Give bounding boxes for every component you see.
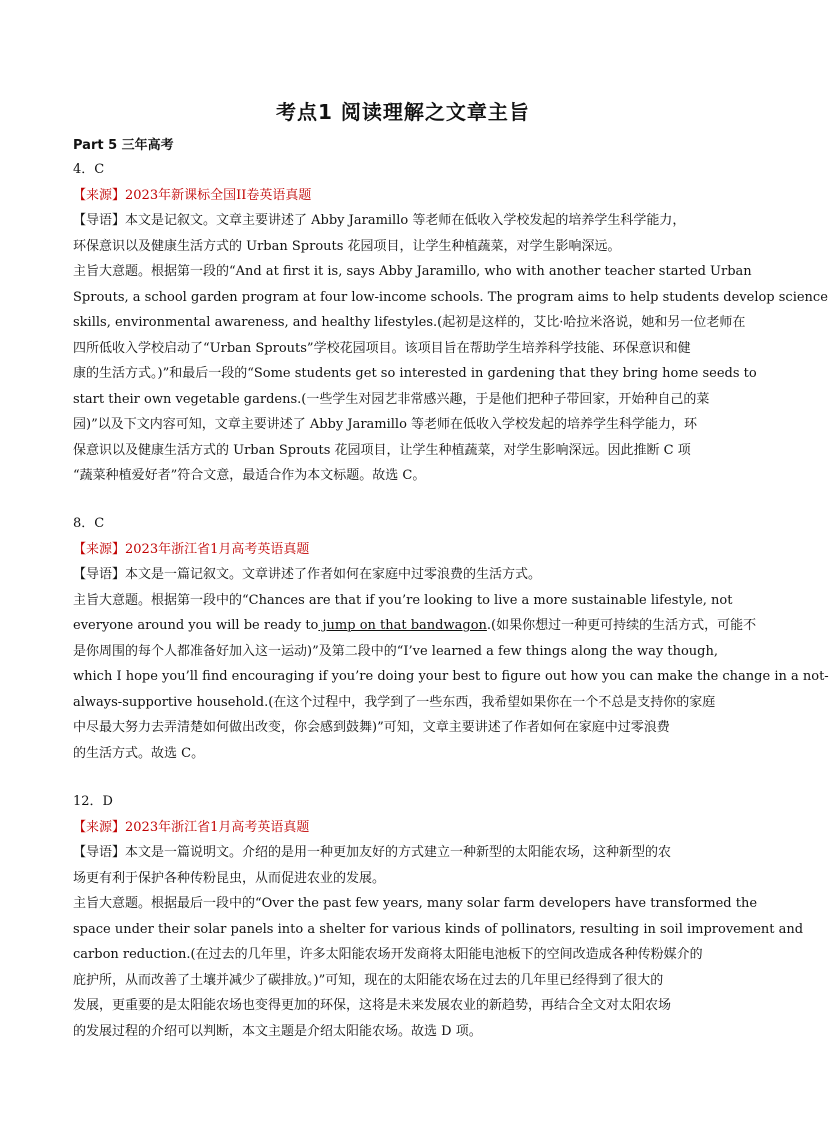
guide-line: 环保意识以及健康生活方式的 Urban Sprouts 花园项目，让学生种植蔬菜，对学生影响深远。 — [73, 238, 621, 254]
body-line: 园)”以及下文内容可知，文章主要讲述了 Abby Jaramillo 等老师在低收入学校发起的培养学生科学能力，环 — [73, 417, 698, 432]
body-line: 的发展过程的介绍可以判断，本文主题是介绍太阳能农场。故选 D 项。 — [73, 1023, 482, 1039]
body-line: carbon reduction.(在过去的几年里，许多太阳能农场开发商将太阳能电池板下的空间改造成各种传粉媒介的 — [73, 947, 703, 962]
underlined-phrase: jump on that bandwagon — [318, 618, 487, 633]
body-line: 康的生活方式。)”和最后一段的“Some students get so interested in gardening that they bring home seeds to — [73, 366, 757, 381]
body-line: 保意识以及健康生活方式的 Urban Sprouts 花园项目，让学生种植蔬菜，对学生影响深远。因此推断 C 项 — [73, 442, 691, 458]
body-line: which I hope you’ll find encouraging if you’re doing your best to figure out how you can make the change in a not- — [73, 669, 829, 684]
source-line: 【来源】2023年新课标全国II卷英语真题 — [73, 187, 312, 203]
body-line: skills, environmental awareness, and healthy lifestyles.(起初是这样的，艾比·哈拉米洛说，她和另一位老师在 — [73, 315, 746, 330]
guide-line: 【导语】本文是一篇记叙文。文章讲述了作者如何在家庭中过零浪费的生活方式。 — [73, 567, 542, 582]
answer-section-12 — [73, 789, 804, 1044]
body-text: .(如果你想过一种更可持续的生活方式，可能不 — [486, 618, 757, 633]
source-line: 【来源】2023年浙江省1月高考英语真题 — [73, 541, 310, 557]
question-number: 12．D — [73, 794, 113, 809]
body-line: space under their solar panels into a shelter for various kinds of pollinators, resulting in soil improvement and — [73, 921, 804, 937]
body-line: 主旨大意题。根据第一段中的“Chances are that if you’re looking to live a more sustainable lifestyle, not — [73, 592, 733, 608]
page-title: 考点1 阅读理解之文章主旨 — [276, 100, 530, 124]
body-line: Sprouts, a school garden program at four low-income schools. The program aims to help students develop science — [73, 289, 828, 305]
guide-line: 场更有利于保护各种传粉昆虫，从而促进农业的发展。 — [73, 870, 386, 886]
source-line: 【来源】2023年浙江省1月高考英语真题 — [73, 819, 310, 835]
body-line: 主旨大意题。根据最后一段中的“Over the past few years, many solar farm developers have transformed the — [73, 896, 758, 911]
guide-line: 【导语】本文是记叙文。文章主要讲述了 Abby Jaramillo 等老师在低收入学校发起的培养学生科学能力， — [73, 213, 686, 228]
guide-line: 【导语】本文是一篇说明文。介绍的是用一种更加友好的方式建立一种新型的太阳能农场，这种新型的农 — [73, 845, 672, 860]
answer-section-8 — [73, 511, 829, 766]
body-line: 主旨大意题。根据第一段的“And at first it is, says Abby Jaramillo, who with another teacher started Urban — [73, 264, 752, 279]
body-line: 庇护所，从而改善了土壤并减少了碳排放。)”可知，现在的太阳能农场在过去的几年里已经得到了很大的 — [73, 972, 664, 988]
body-line: 中尽最大努力去弄清楚如何做出改变，你会感到鼓舞)”可知，文章主要讲述了作者如何在家庭中过零浪费 — [73, 720, 670, 735]
part-heading: Part 5 三年高考 — [73, 138, 174, 153]
body-line — [73, 613, 757, 639]
body-text: everyone around you will be ready to — [73, 618, 319, 633]
answer-section-4 — [73, 157, 828, 489]
question-number: 4．C — [73, 162, 105, 177]
question-number: 8．C — [73, 516, 105, 531]
body-line: 四所低收入学校启动了“Urban Sprouts”学校花园项目。该项目旨在帮助学生培养科学技能、环保意识和健 — [73, 340, 691, 356]
body-line: start their own vegetable gardens.(一些学生对园艺非常感兴趣，于是他们把种子带回家，开始种自己的菜 — [73, 391, 710, 407]
body-line: 的生活方式。故选 C。 — [73, 745, 205, 761]
body-line: 发展，更重要的是太阳能农场也变得更加的环保，这将是未来发展农业的新趋势，再结合全文对太阳农场 — [73, 998, 672, 1013]
body-line: 是你周围的每个人都准备好加入这一运动)”及第二段中的“I’ve learned a few things along the way though, — [73, 643, 718, 659]
body-line: “蔬菜种植爱好者”符合文意，最适合作为本文标题。故选 C。 — [73, 468, 426, 483]
body-line: always-supportive household.(在这个过程中，我学到了一些东西，我希望如果你在一个不总是支持你的家庭 — [73, 694, 716, 710]
